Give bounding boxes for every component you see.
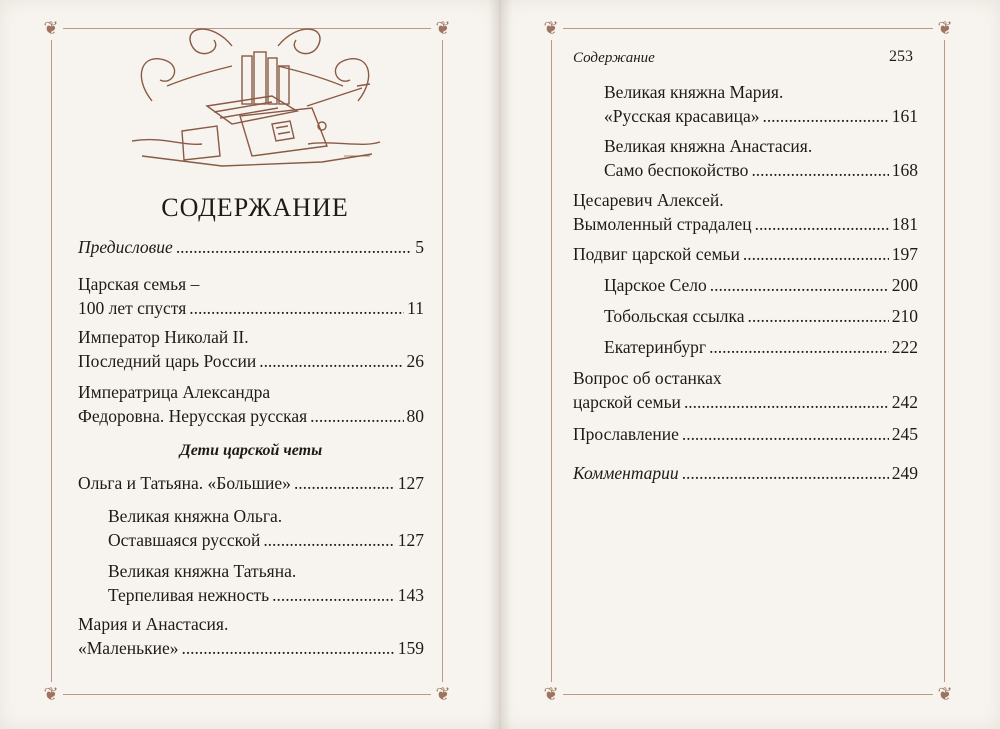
toc-page-number: 249 [891,463,918,483]
toc-page-number: 127 [397,530,424,550]
toc-entry-label: Ольга и Татьяна. «Большие» [78,473,291,493]
toc-entry-label: Прославление [573,424,679,444]
toc-title: СОДЕРЖАНИЕ [161,193,349,222]
toc-page-number: 143 [397,585,424,605]
toc-entry-label: Подвиг царской семьи [573,244,740,264]
toc-entry[interactable] [604,335,918,359]
toc-entry[interactable] [108,504,424,552]
right-frame-left [551,40,552,682]
toc-entry-label: Оставшаяся русской [108,530,261,550]
toc-entry[interactable] [78,471,424,495]
flourish-corner-icon: ❦ [43,18,59,39]
toc-entry[interactable] [573,422,918,446]
right-frame-top [563,28,933,29]
toc-page-number: 222 [891,337,918,357]
toc-entry-label: «Русская красавица» [604,106,760,126]
toc-entry[interactable] [78,612,424,660]
toc-page-number: 181 [891,214,918,234]
toc-entry-label: Вопрос об останках [573,368,722,388]
flourish-corner-icon: ❦ [43,684,59,705]
toc-entry[interactable] [573,461,918,485]
toc-page-number: 197 [891,244,918,264]
engraving-vignette-icon [122,16,388,174]
flourish-corner-icon: ❦ [435,18,451,39]
toc-entry-label: Цесаревич Алексей. [573,190,724,210]
toc-entry-label: Вымоленный страдалец [573,214,752,234]
flourish-corner-icon: ❦ [543,684,559,705]
toc-page-number: 242 [891,392,918,412]
toc-entry[interactable] [573,242,918,266]
toc-page-number: 5 [415,237,424,257]
flourish-corner-icon: ❦ [937,684,953,705]
toc-entry[interactable] [108,559,424,607]
section-heading: Дети царской четы [179,442,323,459]
toc-entry[interactable] [604,273,918,297]
toc-entry-label: Терпеливая нежность [108,585,270,605]
toc-page-number: 161 [891,106,918,126]
toc-entry-label: Мария и Анастасия. [78,614,229,634]
toc-entry-label: 100 лет спустя [78,298,187,318]
toc-page-number: 26 [406,351,424,371]
toc-entry-label: Тобольская ссылка [604,306,745,326]
right-frame-bottom [563,694,933,695]
flourish-corner-icon: ❦ [937,18,953,39]
toc-entry[interactable] [78,380,424,428]
toc-entry[interactable] [78,235,424,259]
flourish-corner-icon: ❦ [435,684,451,705]
toc-entry-label: Федоровна. Нерусская русская [78,406,308,426]
toc-entry-label: Само беспокойство [604,160,749,180]
toc-page-number: 159 [397,638,424,658]
toc-entry[interactable] [604,304,918,328]
toc-entry-label: Последний царь России [78,351,257,371]
toc-entry[interactable] [604,134,918,182]
toc-entry-label: Великая княжна Ольга. [108,506,283,526]
book-gutter [488,0,512,729]
running-head: Содержание [573,50,655,66]
toc-page-number: 80 [406,406,424,426]
toc-entry-label: Екатеринбург [604,337,707,357]
toc-page-number: 245 [891,424,918,444]
toc-entry-label: Великая княжна Мария. [604,82,784,102]
toc-entry[interactable] [573,366,918,414]
flourish-corner-icon: ❦ [543,18,559,39]
toc-entry-label: Императрица Александра [78,382,271,402]
toc-page-number: 210 [891,306,918,326]
toc-entry[interactable] [573,188,918,236]
toc-entry[interactable] [78,272,424,320]
toc-entry[interactable] [78,325,424,373]
toc-entry-label: Предисловие [78,237,173,257]
page-number: 253 [889,48,913,65]
toc-page-number: 200 [891,275,918,295]
toc-entry-label: Царское Село [604,275,707,295]
toc-entry[interactable] [604,80,918,128]
toc-page-number: 11 [407,298,424,318]
right-frame-right [944,40,945,682]
toc-page-number: 127 [397,473,424,493]
toc-entry-label: «Маленькие» [78,638,179,658]
toc-entry-label: Великая княжна Анастасия. [604,136,813,156]
toc-entry-label: Император Николай II. [78,327,249,347]
toc-entry-label: Комментарии [573,463,679,483]
toc-entry-label: царской семьи [573,392,681,412]
toc-page-number: 168 [891,160,918,180]
left-frame-right [442,40,443,682]
left-frame-left [51,40,52,682]
left-frame-bottom [63,694,431,695]
toc-entry-label: Великая княжна Татьяна. [108,561,297,581]
toc-entry-label: Царская семья – [78,274,200,294]
